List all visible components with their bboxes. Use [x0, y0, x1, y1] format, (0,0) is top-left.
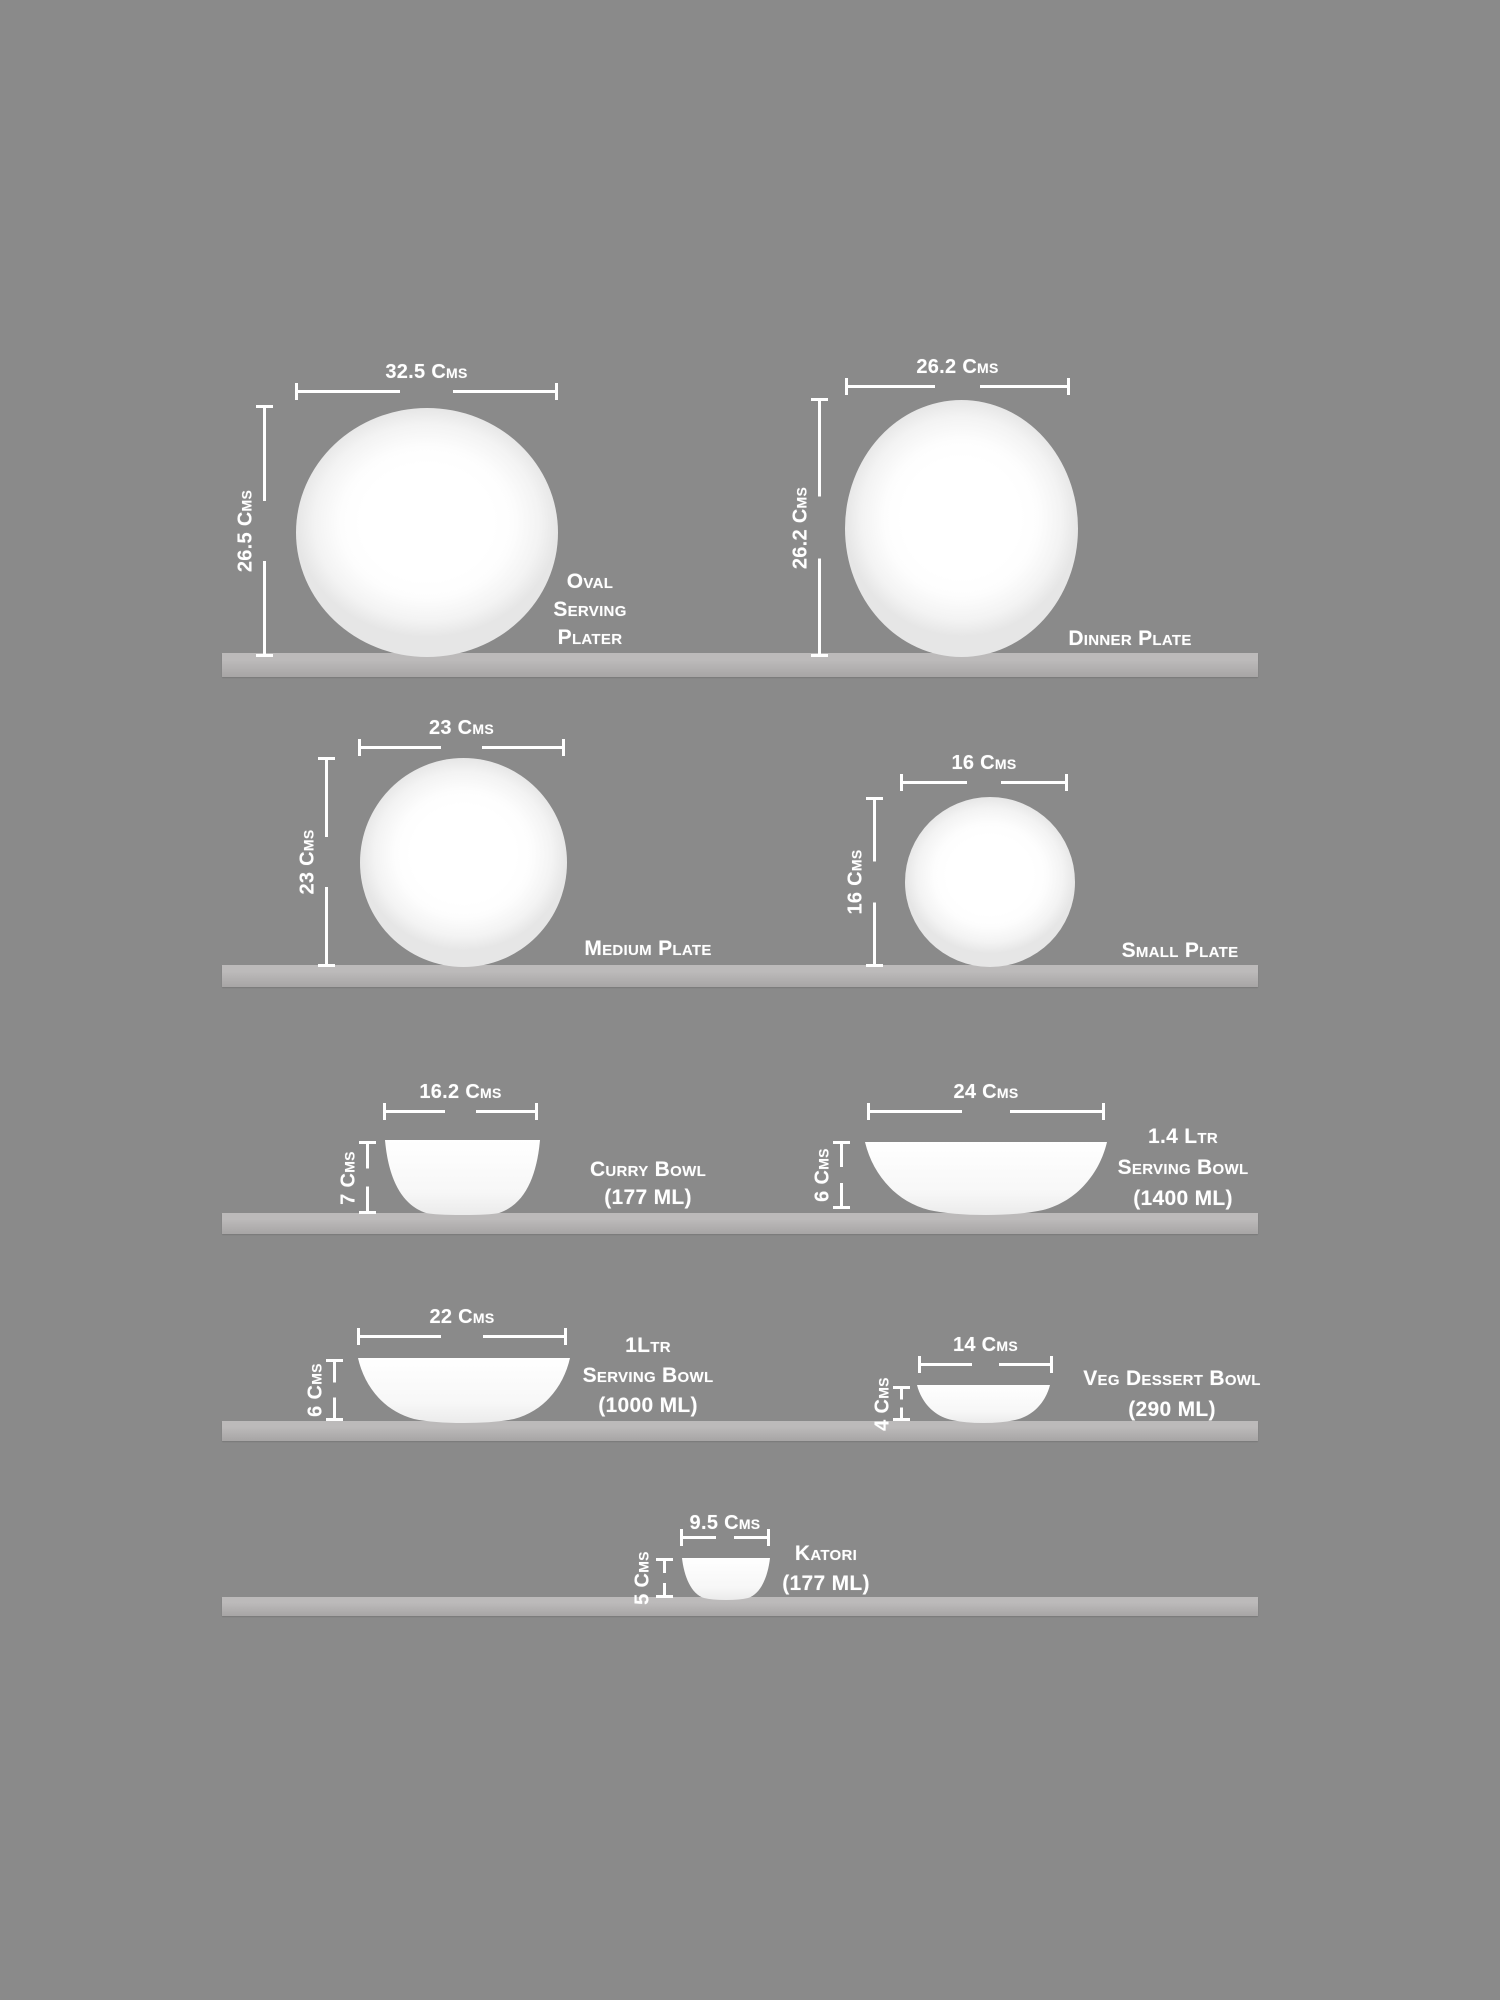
serving-bowl-1-4-ltr-name-label: 1.4 Ltr Serving Bowl (1400 ML) [1117, 1125, 1249, 1210]
curry-bowl-name-label: Curry Bowl (177 ML) [589, 1158, 707, 1209]
dinner-plate-name-label: Dinner Plate [1068, 627, 1192, 650]
oval-serving-platter-name-label: Oval Serving Plater [553, 570, 627, 649]
dinner-plate-height-label: 26.2 Cms [789, 486, 812, 569]
shelf-3 [222, 1213, 1258, 1234]
serving-bowl-1-4-ltr-width-dimension [867, 1081, 1105, 1113]
serving-bowl-1-4-ltr-height-dimension [811, 1141, 843, 1209]
veg-dessert-bowl-shape [917, 1385, 1050, 1423]
shelf-1 [222, 653, 1258, 677]
veg-dessert-bowl-height-dimension [871, 1376, 903, 1431]
curry-bowl-shape [385, 1140, 540, 1215]
medium-plate-shape [360, 758, 567, 967]
katori-height-label: 5 Cms [631, 1551, 654, 1605]
small-plate-height-dimension [844, 797, 876, 967]
medium-plate-height-label: 23 Cms [296, 829, 319, 895]
dinner-plate-width-label: 26.2 Cms [916, 356, 999, 378]
serving-bowl-1-4-ltr-height-label: 6 Cms [811, 1148, 834, 1202]
dinner-plate-width-dimension [845, 356, 1070, 388]
serving-bowl-1-ltr-name-label: 1Ltr Serving Bowl (1000 ML) [582, 1334, 714, 1417]
oval-serving-platter-height-dimension [234, 405, 266, 657]
oval-serving-platter-width-dimension [295, 361, 558, 393]
serving-bowl-1-ltr-width-label: 22 Cms [429, 1306, 495, 1328]
katori-height-dimension [631, 1551, 666, 1605]
veg-dessert-bowl-name-label: Veg Dessert Bowl (290 ML) [1083, 1367, 1261, 1421]
katori-name-label: Katori (177 ML) [782, 1542, 870, 1595]
curry-bowl-height-label: 7 Cms [337, 1150, 360, 1205]
small-plate-shape [905, 797, 1075, 967]
serving-bowl-1-4-ltr-width-label: 24 Cms [953, 1081, 1019, 1103]
dinner-plate-height-dimension [789, 398, 821, 657]
small-plate-height-label: 16 Cms [844, 849, 867, 915]
serving-bowl-1-ltr-height-label: 6 Cms [304, 1363, 327, 1417]
veg-dessert-bowl-height-label: 4 Cms [871, 1376, 894, 1431]
small-plate-width-dimension [900, 752, 1068, 784]
serving-bowl-1-ltr-height-dimension [304, 1359, 336, 1421]
curry-bowl-width-label: 16.2 Cms [419, 1081, 502, 1103]
medium-plate-width-label: 23 Cms [428, 717, 495, 739]
dinner-plate-shape [845, 400, 1078, 657]
serving-bowl-1-ltr-width-dimension [357, 1306, 567, 1338]
serving-bowl-1-4-ltr-shape [865, 1142, 1107, 1215]
curry-bowl-width-dimension [383, 1081, 538, 1113]
oval-serving-platter-width-label: 32.5 Cms [385, 361, 468, 383]
veg-dessert-bowl-width-label: 14 Cms [952, 1334, 1019, 1356]
curry-bowl-height-dimension [337, 1141, 369, 1214]
katori-width-label: 9.5 Cms [689, 1512, 761, 1534]
medium-plate-width-dimension [358, 717, 565, 749]
small-plate-name-label: Small Plate [1121, 939, 1239, 962]
veg-dessert-bowl-width-dimension [918, 1334, 1053, 1366]
shelf-2 [222, 965, 1258, 987]
oval-serving-platter-height-label: 26.5 Cms [234, 489, 257, 573]
medium-plate-name-label: Medium Plate [584, 937, 712, 960]
medium-plate-height-dimension [296, 757, 328, 967]
small-plate-width-label: 16 Cms [951, 752, 1017, 774]
